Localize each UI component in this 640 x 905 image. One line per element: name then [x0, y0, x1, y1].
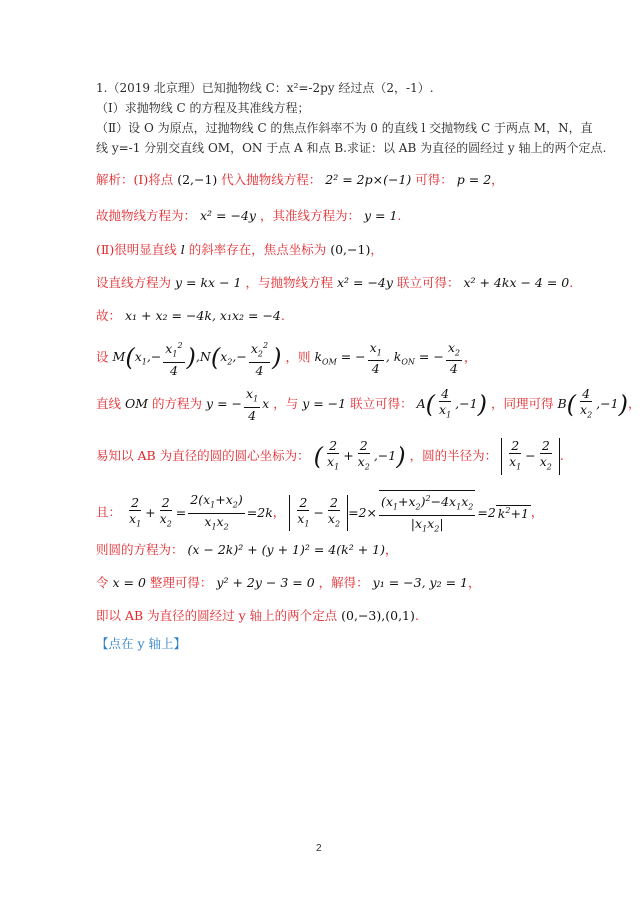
line-om: OM	[125, 395, 149, 411]
problem-line-4: 线 y=-1 分别交直线 OM，ON 于点 A 和点 B.求证：以 AB 为直径的圆经过 y 轴上的两个定点.	[96, 141, 607, 155]
points-setup-line: 设 $M(x_1,-$ $\frac{x_1^2}{4}$ )$,N(x_2,-$ $\frac{x_2^2}{4}$ ) ，则 $k_{OM}$ = − $\frac{x_1}{4}$ , $k_{ON}$ = − $\frac{x_2}{4}$ ，	[96, 339, 477, 378]
punct: ，	[384, 542, 398, 557]
text-radius: ，圆的半径为：	[409, 447, 498, 463]
text-and: 且：	[96, 504, 122, 520]
line-y-neg1: y = −1	[302, 395, 347, 411]
text-then: ，则	[285, 349, 311, 365]
punct: .	[397, 208, 402, 223]
text-set-line: 设直线方程为	[96, 275, 172, 290]
radius-simplify: $\frac{2}{x_1}$ − $\frac{2}{x_2}$ =2× $\frac{(x_1+x_2)^2-4x_1x_2}{|x_1x_2|}$ =2 $k^2+1$	[289, 505, 531, 520]
problem-line-3: （Ⅱ）设 O 为原点，过抛物线 C 的焦点作斜率不为 0 的直线 l 交抛物线 C 于两点 M，N，直	[96, 121, 593, 135]
text-conclusion: 即以 AB 为直径的圆经过 y 轴上的两个定点	[96, 608, 338, 623]
x-zero: x = 0	[112, 575, 146, 590]
points-ab-line: 直线 OM 的方程为 y = − $\frac{x_1}{4}$ x ，与 y = −1 联立可得： A( $\frac{4}{x_1}$ ,−1) ，同理可得 B( $\frac{4}{x_2}$ ,−1)，	[96, 386, 640, 423]
text-get: 可得：	[415, 172, 453, 187]
text-line: 直线	[96, 395, 122, 411]
problem-line-2: （Ⅰ）求抛物线 C 的方程及其准线方程；	[96, 101, 310, 115]
fixed-points: (0,−3),(0,1)	[341, 608, 415, 623]
y-quadratic: y² + 2y − 3 = 0	[216, 575, 315, 590]
focus-coordinates: (0,−1)	[330, 242, 371, 257]
solution-part1-line	[96, 170, 504, 188]
om-equation: y = − $\frac{x_1}{4}$ x	[206, 386, 270, 423]
circle-equation-line	[96, 540, 397, 558]
text-combine: 联立可得：	[350, 395, 413, 411]
text-with-parabola: ，与抛物线方程	[245, 275, 333, 290]
problem-line-1: 1.（2019 北京理）已知抛物线 C：x²=-2py 经过点（2，-1）.	[96, 81, 434, 95]
focus-line	[96, 240, 383, 258]
y-roots: y₁ = −3, y₂ = 1	[372, 575, 468, 590]
text-parabola: 故抛物线方程为：	[96, 208, 197, 223]
quadratic-equation: x² + 4kx − 4 = 0	[463, 275, 570, 290]
circle-center-line: 易知以 AB 为直径的圆的圆心坐标为： ( $\frac{2}{x_1}$ + $\frac{2}{x_2}$ ,−1) ，圆的半径为： $\frac{2}{x_1}$ − $\frac{2}{x_2}$ .	[96, 438, 564, 475]
text-combine: 联立可得：	[396, 275, 460, 290]
point-a: A( $\frac{4}{x_1}$ ,−1)	[416, 386, 487, 420]
text-solve: ，解得：	[318, 575, 369, 590]
point-given: (2,−1)	[177, 172, 218, 187]
conclusion-line	[96, 606, 419, 624]
parabola-equation: x² = −4y	[200, 208, 256, 223]
point-m-def: $M(x_1,-$ $\frac{x_1^2}{4}$ )$,N(x_2,-$ $\frac{x_2^2}{4}$ )	[113, 349, 282, 364]
center-simplify: $\frac{2}{x_1}$ + $\frac{2}{x_2}$ = $\frac{2(x_1+x_2)}{x_1x_2}$ =2k	[129, 492, 273, 532]
solve-line	[96, 573, 481, 591]
point-b: B( $\frac{4}{x_2}$ ,−1)	[557, 386, 628, 420]
directrix-equation: y = 1	[363, 208, 398, 223]
text-with: ，与	[273, 395, 299, 411]
punct: ，	[370, 242, 383, 257]
parabola-eq-ref: x² = −4y	[336, 275, 393, 290]
p-result: p = 2	[456, 172, 492, 187]
simplification-line: 且： $\frac{2}{x_1}$ + $\frac{2}{x_2}$ = $\frac{2(x_1+x_2)}{x_1x_2}$ =2k， $\frac{2}{x_1}$ − $\frac{2}{x_2}$ =2× $\frac{(x_1+x_2)^2-4x_1x_2}{|x_1x_2|}$ =2 $k^2+1$ ，	[96, 490, 543, 536]
text-set: 设	[96, 349, 109, 365]
text-similarly: ，同理可得	[490, 395, 554, 411]
text-center: 易知以 AB 为直径的圆的圆心坐标为：	[96, 447, 310, 463]
circle-equation: (x − 2k)² + (y + 1)² = 4(k² + 1)	[187, 542, 385, 557]
substituted-equation: 2² = 2p×(−1)	[325, 172, 412, 187]
text-directrix: ，其准线方程为：	[259, 208, 360, 223]
text-simplify: 整理可得：	[149, 575, 213, 590]
topic-tag: 【点在 y 轴上】	[96, 636, 187, 651]
problem-statement	[96, 78, 607, 158]
text-part2: (Ⅱ)很明显直线	[96, 242, 177, 257]
parabola-equation-line	[96, 206, 401, 224]
vieta-relations: x₁ + x₂ = −4k, x₁x₂ = −4	[125, 308, 281, 323]
text-focus: 的斜率存在，焦点坐标为	[188, 242, 327, 257]
circle-center: ( $\frac{2}{x_1}$ + $\frac{2}{x_2}$ ,−1)	[313, 438, 406, 472]
line-l: l	[180, 242, 185, 257]
punct: .	[280, 308, 285, 323]
solution-label: 解析：(Ⅰ)将点	[96, 172, 174, 187]
circle-radius: $\frac{2}{x_1}$ − $\frac{2}{x_2}$	[501, 438, 560, 475]
text-equation-is: 的方程为	[152, 395, 203, 411]
punct: .	[569, 275, 574, 290]
text-substitute: 代入抛物线方程：	[221, 172, 322, 187]
text-let: 令	[96, 575, 109, 590]
line-equation-line	[96, 273, 573, 291]
text-circle-eq: 则圆的方程为：	[96, 542, 184, 557]
page-number: 2	[316, 843, 322, 854]
punct: ，	[491, 172, 504, 187]
punct: .	[414, 608, 419, 623]
vieta-line	[96, 306, 285, 324]
slopes: $k_{OM}$ = − $\frac{x_1}{4}$ , $k_{ON}$ = − $\frac{x_2}{4}$	[314, 339, 460, 377]
text-therefore: 故：	[96, 308, 122, 323]
punct: ，	[467, 575, 481, 590]
line-equation: y = kx − 1	[175, 275, 242, 290]
